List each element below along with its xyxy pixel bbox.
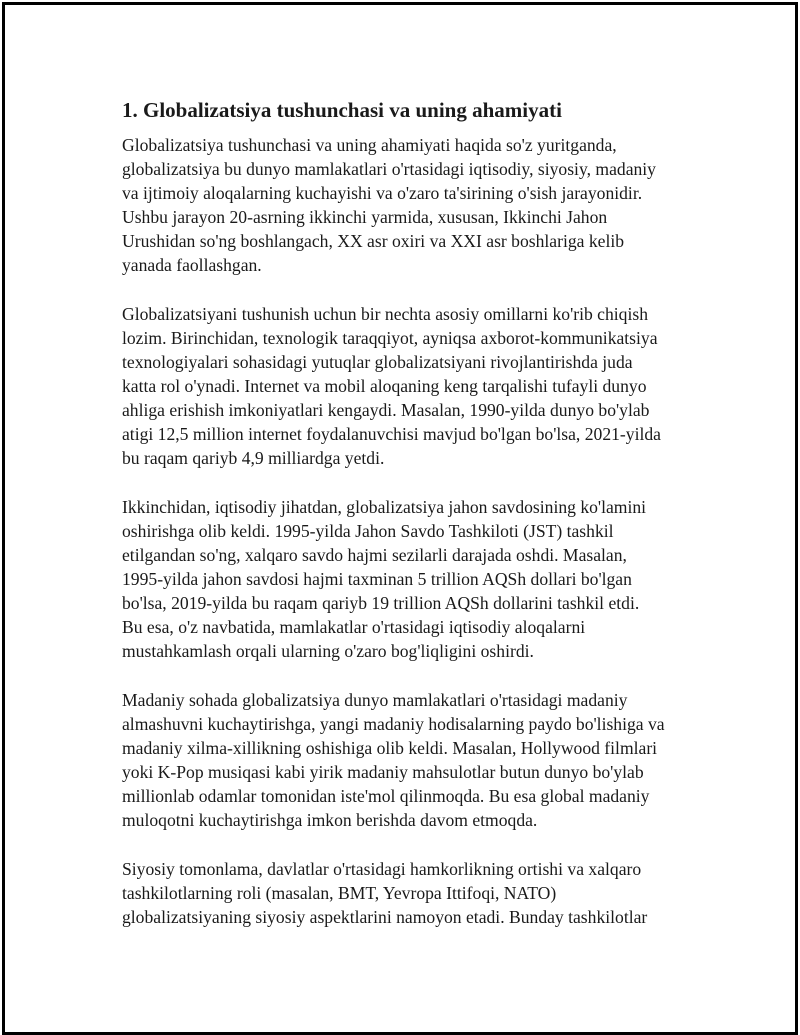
text-line: oshirishga olib keldi. 1995-yilda Jahon Savdo Tashkiloti (JST) tashkil: [122, 521, 614, 541]
text-line: etilgandan so'ng, xalqaro savdo hajmi sezilarli darajada oshdi. Masalan,: [122, 545, 627, 565]
text-line: yoki K-Pop musiqasi kabi yirik madaniy mahsulotlar butun dunyo bo'ylab: [122, 762, 644, 782]
text-line: globalizatsiyaning siyosiy aspektlarini namoyon etadi. Bunday tashkilotlar: [122, 907, 648, 927]
paragraph-economy: [122, 495, 702, 663]
text-line: Bu esa, o'z navbatida, mamlakatlar o'rtasidagi iqtisodiy aloqalarni: [122, 617, 586, 637]
text-line: Globalizatsiyani tushunish uchun bir nechta asosiy omillarni ko'rib chiqish: [122, 304, 649, 324]
text-line: tashkilotlarning roli (masalan, BMT, Yevropa Ittifoqi, NATO): [122, 883, 557, 903]
text-line: globalizatsiya bu dunyo mamlakatlari o'rtasidagi iqtisodiy, siyosiy, madaniy: [122, 159, 656, 179]
text-line: katta rol o'ynadi. Internet va mobil aloqaning keng tarqalishi tufayli dunyo: [122, 376, 647, 396]
text-line: Siyosiy tomonlama, davlatlar o'rtasidagi hamkorlikning ortishi va xalqaro: [122, 859, 642, 879]
text-line: Globalizatsiya tushunchasi va uning ahamiyati haqida so'z yuritganda,: [122, 135, 617, 155]
paragraph-technology: [122, 302, 702, 470]
section-heading: 1. Globalizatsiya tushunchasi va uning ahamiyati: [122, 98, 562, 122]
page-frame: [2, 2, 798, 1035]
text-line: lozim. Birinchidan, texnologik taraqqiyot, ayniqsa axborot-kommunikatsiya: [122, 328, 658, 348]
paragraph-culture: [122, 688, 702, 832]
text-line: yanada faollashgan.: [122, 255, 262, 275]
text-line: Ikkinchidan, iqtisodiy jihatdan, globalizatsiya jahon savdosining ko'lamini: [122, 497, 647, 517]
text-line: muloqotni kuchaytirishga imkon berishda davom etmoqda.: [122, 810, 538, 830]
text-line: atigi 12,5 million internet foydalanuvchisi mavjud bo'lgan bo'lsa, 2021-yilda: [122, 424, 661, 444]
text-line: madaniy xilma-xillikning oshishiga olib keldi. Masalan, Hollywood filmlari: [122, 738, 658, 758]
text-line: Ushbu jarayon 20-asrning ikkinchi yarmida, xususan, Ikkinchi Jahon: [122, 207, 608, 227]
text-line: Madaniy sohada globalizatsiya dunyo mamlakatlari o'rtasidagi madaniy: [122, 690, 628, 710]
document-body: [122, 95, 702, 954]
text-line: almashuvni kuchaytirishga, yangi madaniy hodisalarning paydo bo'lishiga va: [122, 714, 665, 734]
text-line: mustahkamlash orqali ularning o'zaro bog'liqligini oshirdi.: [122, 641, 534, 661]
paragraph-politics: [122, 857, 702, 929]
text-line: ahliga erishish imkoniyatlari kengaydi. Masalan, 1990-yilda dunyo bo'ylab: [122, 400, 650, 420]
text-line: va ijtimoiy aloqalarning kuchayishi va o'zaro ta'sirining o'sish jarayonidir.: [122, 183, 643, 203]
text-line: millionlab odamlar tomonidan iste'mol qilinmoqda. Bu esa global madaniy: [122, 786, 650, 806]
text-line: 1995-yilda jahon savdosi hajmi taxminan 5 trillion AQSh dollari bo'lgan: [122, 569, 632, 589]
text-line: bo'lsa, 2019-yilda bu raqam qariyb 19 trillion AQSh dollarini tashkil etdi.: [122, 593, 640, 613]
paragraph-definition: [122, 133, 702, 277]
text-line: bu raqam qariyb 4,9 milliardga yetdi.: [122, 448, 385, 468]
text-line: texnologiyalari sohasidagi yutuqlar globalizatsiyani rivojlantirishda juda: [122, 352, 633, 372]
text-line: Urushidan so'ng boshlangach, XX asr oxiri va XXI asr boshlariga kelib: [122, 231, 625, 251]
